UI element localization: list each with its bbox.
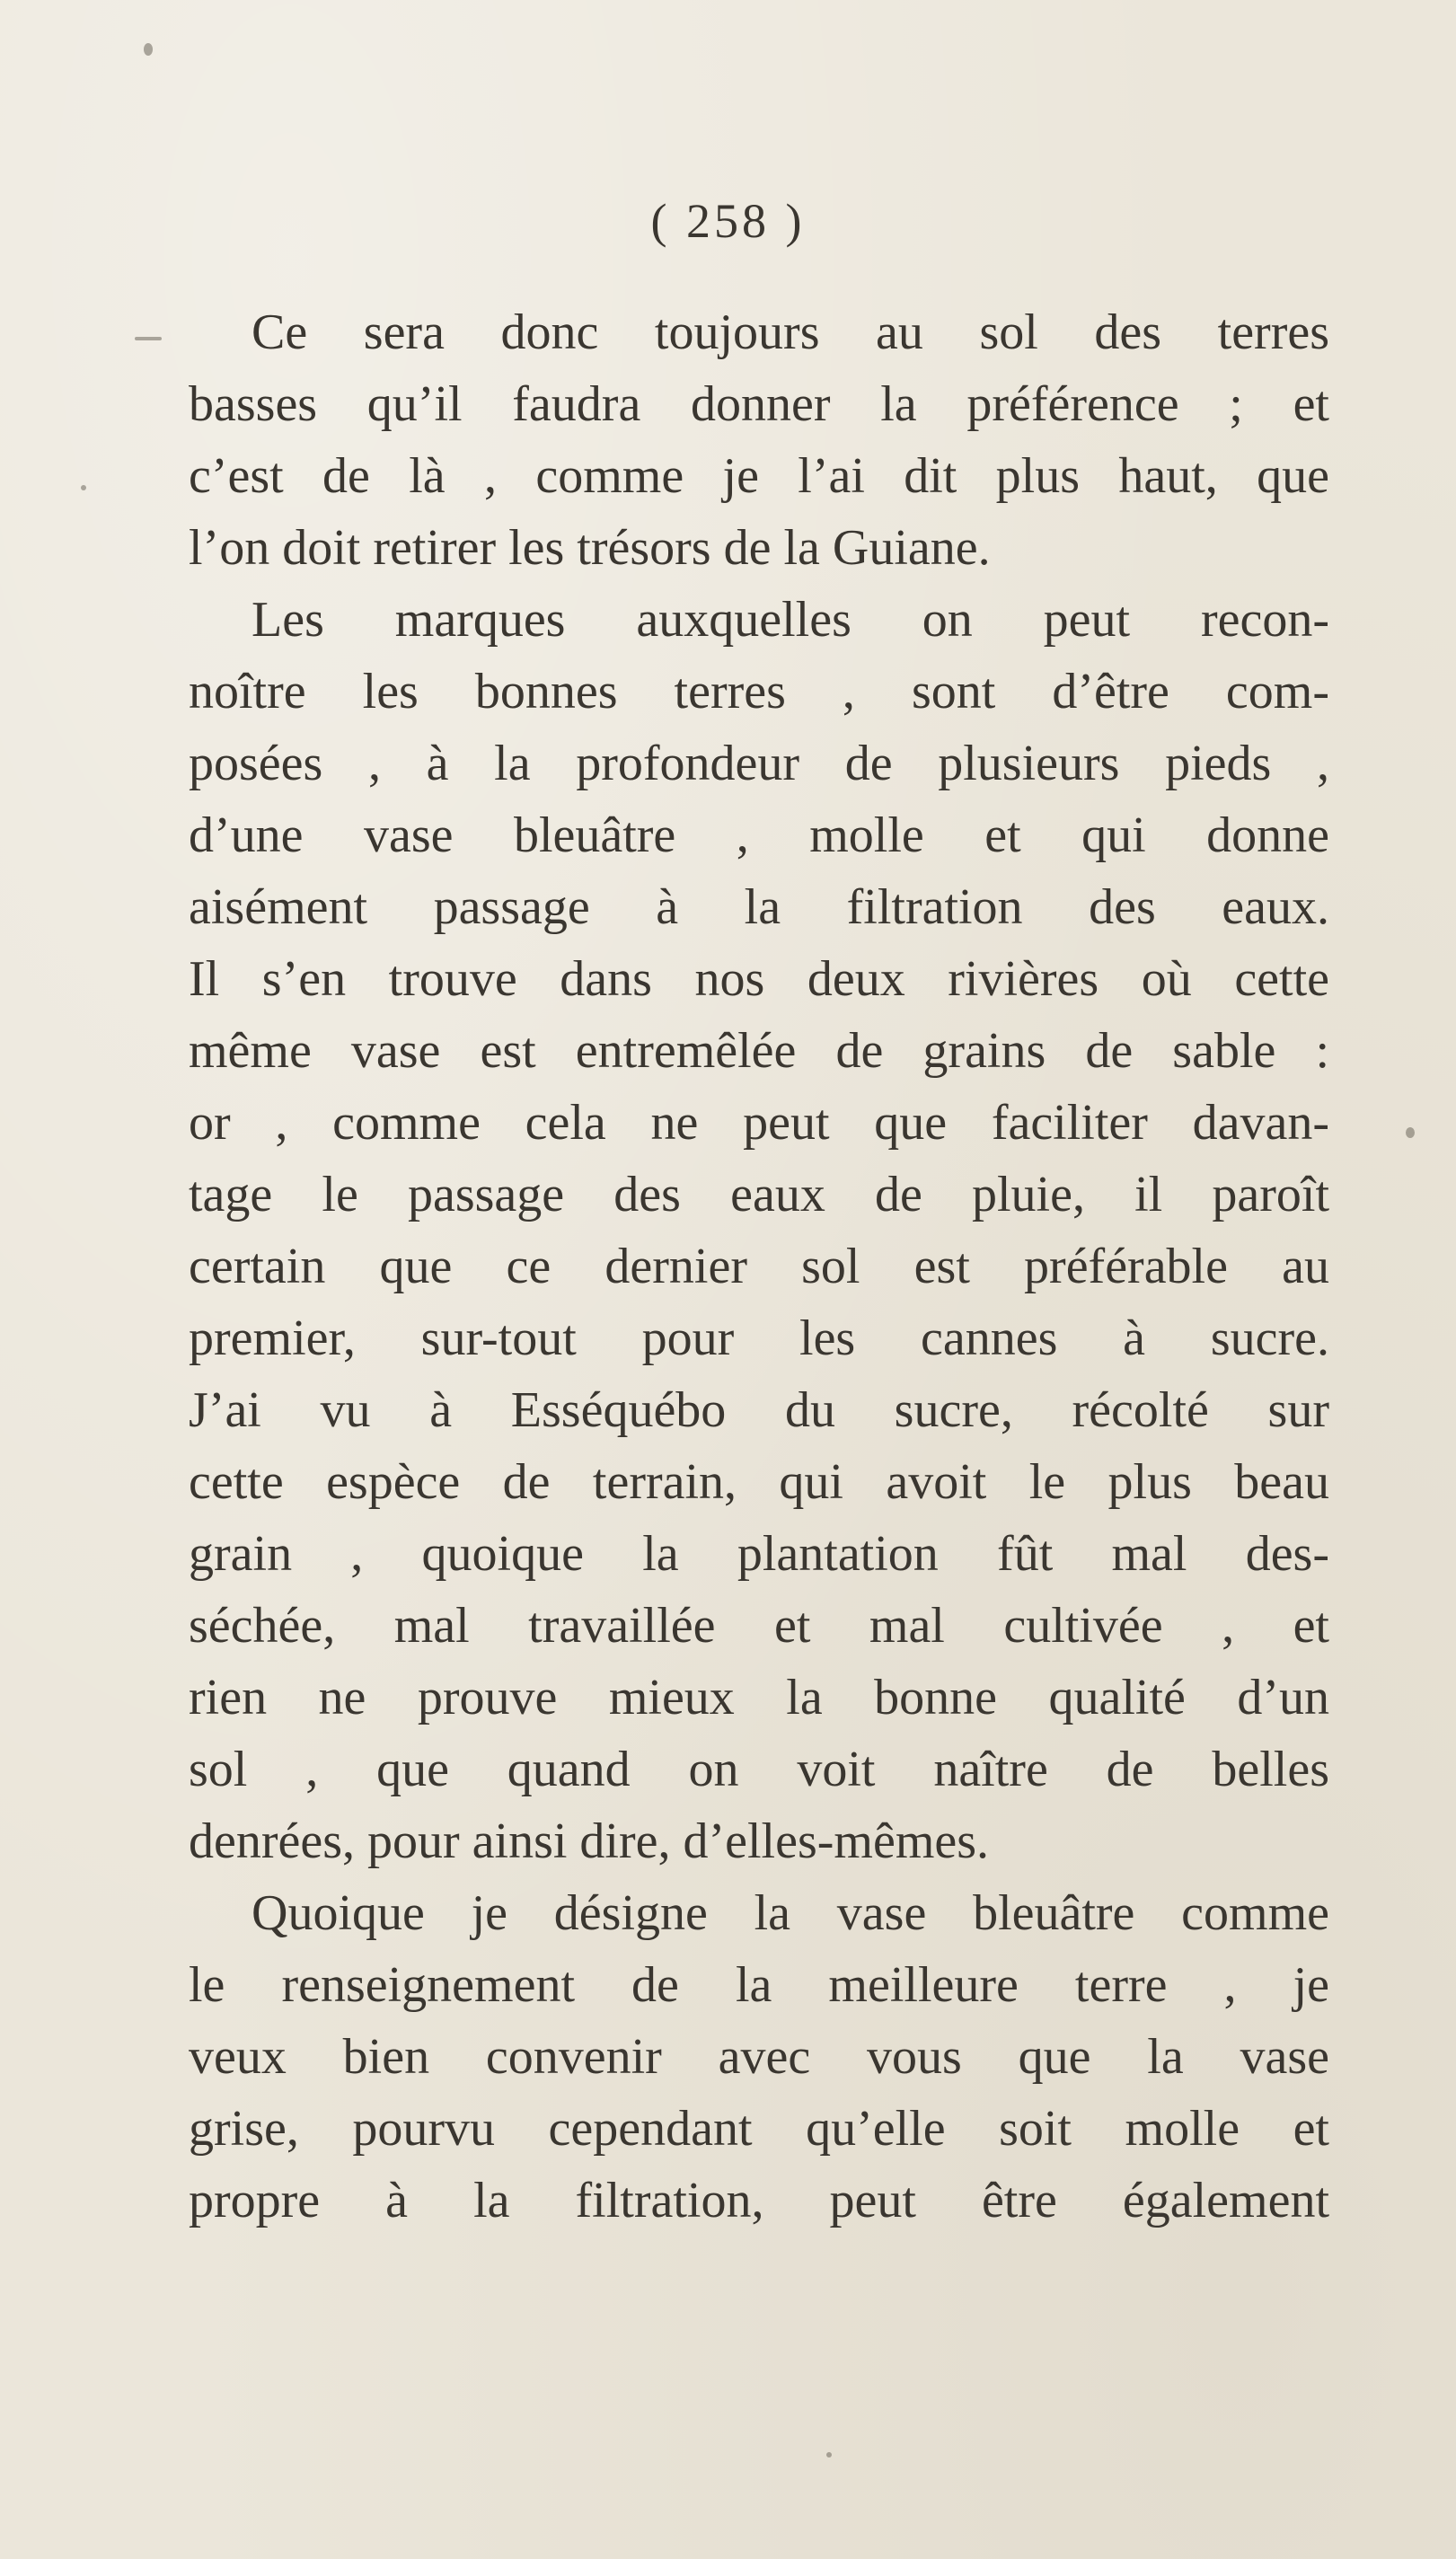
text-line: tage le passage des eaux de pluie, il paroît — [189, 1167, 1329, 1222]
text-line: séchée, mal travaillée et mal cultivée , et — [189, 1598, 1329, 1654]
text-line: cette espèce de terrain, qui avoit le plus beau — [189, 1454, 1329, 1510]
paper-speck — [135, 337, 162, 340]
text-line: le renseignement de la meilleure terre , je — [189, 1957, 1329, 2013]
text-line: Quoique je désigne la vase bleuâtre comme — [251, 1885, 1329, 1941]
text-line: grise, pourvu cependant qu’elle soit molle et — [189, 2101, 1329, 2157]
text-line: or , comme cela ne peut que faciliter davan- — [189, 1095, 1329, 1151]
paper-speck — [81, 485, 86, 490]
text-line: Les marques auxquelles on peut recon- — [251, 592, 1329, 648]
text-line: denrées, pour ainsi dire, d’elles-mêmes. — [189, 1813, 990, 1869]
text-line: c’est de là , comme je l’ai dit plus haut, que — [189, 448, 1329, 504]
text-line: certain que ce dernier sol est préférable au — [189, 1239, 1329, 1294]
paper-speck — [144, 43, 153, 56]
text-line: propre à la filtration, peut être également — [189, 2173, 1329, 2228]
text-line: l’on doit retirer les trésors de la Guiane. — [189, 520, 991, 576]
text-line: Ce sera donc toujours au sol des terres — [251, 304, 1329, 360]
text-line: J’ai vu à Esséquébo du sucre, récolté sur — [189, 1382, 1329, 1438]
text-line: d’une vase bleuâtre , molle et qui donne — [189, 807, 1329, 863]
text-line: même vase est entremêlée de grains de sable : — [189, 1023, 1329, 1079]
text-line: aisément passage à la filtration des eaux. — [189, 879, 1329, 935]
text-line: Il s’en trouve dans nos deux rivières où cette — [189, 951, 1329, 1007]
text-line: posées , à la profondeur de plusieurs pieds , — [189, 736, 1329, 791]
text-line: sol , que quand on voit naître de belles — [189, 1742, 1329, 1797]
text-line: grain , quoique la plantation fût mal des- — [189, 1526, 1329, 1582]
text-line: veux bien convenir avec vous que la vase — [189, 2029, 1329, 2085]
text-line: noître les bonnes terres , sont d’être com- — [189, 664, 1329, 719]
text-line: basses qu’il faudra donner la préférence ; et — [189, 376, 1329, 432]
paper-speck — [1406, 1127, 1415, 1138]
page-number-header: ( 258 ) — [650, 194, 806, 248]
paper-speck — [826, 2452, 832, 2458]
body-text — [189, 296, 1329, 2237]
text-line: rien ne prouve mieux la bonne qualité d’un — [189, 1670, 1329, 1725]
text-line: premier, sur-tout pour les cannes à sucre. — [189, 1310, 1329, 1366]
